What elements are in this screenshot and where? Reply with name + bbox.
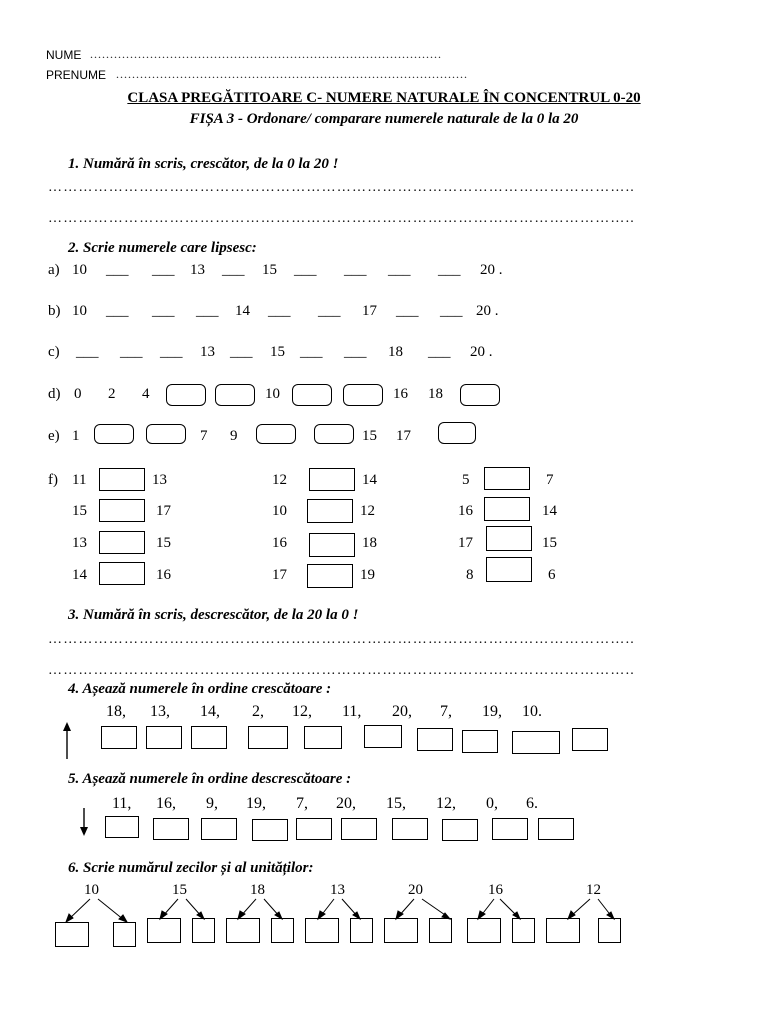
ex6-title: 6. Scrie numărul zecilor și al unităților: bbox=[68, 860, 314, 876]
order-box[interactable] bbox=[191, 726, 227, 749]
blank[interactable]: ___ bbox=[76, 344, 99, 360]
blank[interactable]: ___ bbox=[152, 262, 175, 278]
order-box[interactable] bbox=[417, 728, 453, 751]
order-box[interactable] bbox=[442, 819, 478, 841]
number: 0, bbox=[486, 795, 498, 812]
number: 19, bbox=[482, 703, 502, 720]
blank[interactable]: ___ bbox=[160, 344, 183, 360]
blank[interactable]: ___ bbox=[396, 303, 419, 319]
number: 11 bbox=[72, 472, 87, 488]
order-box[interactable] bbox=[538, 818, 574, 840]
number: 20 . bbox=[480, 262, 503, 278]
number: 12, bbox=[292, 703, 312, 720]
blank[interactable]: ___ bbox=[106, 262, 129, 278]
number: 13 bbox=[152, 472, 167, 488]
blank[interactable]: ___ bbox=[106, 303, 129, 319]
number: 16 bbox=[488, 882, 503, 898]
order-box[interactable] bbox=[341, 818, 377, 840]
order-box[interactable] bbox=[572, 728, 608, 751]
blank[interactable]: ___ bbox=[230, 344, 253, 360]
number: 7, bbox=[296, 795, 308, 812]
blank[interactable]: ___ bbox=[300, 344, 323, 360]
number: 11, bbox=[112, 795, 132, 812]
number: 17 bbox=[396, 428, 411, 444]
order-box[interactable] bbox=[364, 725, 402, 748]
order-box[interactable] bbox=[492, 818, 528, 840]
number: 13 bbox=[190, 262, 205, 278]
number: 13, bbox=[150, 703, 170, 720]
ex2-title: 2. Scrie numerele care lipsesc: bbox=[68, 240, 257, 256]
number: 4 bbox=[142, 386, 150, 402]
blank[interactable]: ___ bbox=[344, 262, 367, 278]
ex3-answer-line-2[interactable]: …………………………………………………………………………………………………….. bbox=[48, 663, 635, 678]
ex3-answer-line-1[interactable]: …………………………………………………………………………………………………….. bbox=[48, 632, 635, 647]
order-box[interactable] bbox=[153, 818, 189, 840]
number: 10 bbox=[72, 262, 87, 278]
tens-box[interactable] bbox=[384, 918, 418, 943]
nume-label: NUME bbox=[46, 48, 82, 62]
number: 10 bbox=[272, 503, 287, 519]
number: 15 bbox=[262, 262, 277, 278]
units-box[interactable] bbox=[113, 922, 136, 947]
order-box[interactable] bbox=[248, 726, 288, 749]
ex4-title: 4. Așează numerele în ordine crescătoare : bbox=[68, 681, 332, 697]
order-box[interactable] bbox=[462, 730, 498, 753]
order-box[interactable] bbox=[392, 818, 428, 840]
page-subtitle: FIȘA 3 - Ordonare/ comparare numerele naturale de la 0 la 20 bbox=[189, 111, 579, 127]
units-box[interactable] bbox=[598, 918, 621, 943]
number: 17 bbox=[272, 567, 287, 583]
number: 15 bbox=[72, 503, 87, 519]
number: 18 bbox=[362, 535, 377, 551]
order-box[interactable] bbox=[296, 818, 332, 840]
blank[interactable]: ___ bbox=[428, 344, 451, 360]
number: 16 bbox=[393, 386, 408, 402]
number: 18 bbox=[250, 882, 265, 898]
number: 17 bbox=[458, 535, 473, 551]
row-label: c) bbox=[48, 344, 60, 360]
ex3-title: 3. Numără în scris, descrescător, de la 20 la 0 ! bbox=[68, 607, 359, 623]
number: 7, bbox=[440, 703, 452, 720]
row-label: e) bbox=[48, 428, 60, 444]
tens-box[interactable] bbox=[546, 918, 580, 943]
row-label: b) bbox=[48, 303, 61, 319]
units-box[interactable] bbox=[192, 918, 215, 943]
number: 15, bbox=[386, 795, 406, 812]
number: 15 bbox=[362, 428, 377, 444]
tens-box[interactable] bbox=[147, 918, 181, 943]
number: 20, bbox=[336, 795, 356, 812]
number: 12 bbox=[272, 472, 287, 488]
number: 15 bbox=[542, 535, 557, 551]
ex1-answer-line-1[interactable]: …………………………………………………………………………………………………….. bbox=[48, 180, 635, 195]
number: 20 . bbox=[476, 303, 499, 319]
blank[interactable]: ___ bbox=[222, 262, 245, 278]
blank[interactable]: ___ bbox=[438, 262, 461, 278]
order-box[interactable] bbox=[201, 818, 237, 840]
down-arrow-icon bbox=[80, 808, 88, 836]
number: 20 . bbox=[470, 344, 493, 360]
number: 11, bbox=[342, 703, 362, 720]
number: 15 bbox=[156, 535, 171, 551]
number: 7 bbox=[546, 472, 554, 488]
number: 10 bbox=[265, 386, 280, 402]
number: 6 bbox=[548, 567, 556, 583]
number: 14 bbox=[235, 303, 250, 319]
number: 16 bbox=[272, 535, 287, 551]
order-box[interactable] bbox=[512, 731, 560, 754]
number: 0 bbox=[74, 386, 82, 402]
up-arrow-icon bbox=[63, 722, 71, 759]
number: 13 bbox=[72, 535, 87, 551]
row-label: f) bbox=[48, 472, 58, 488]
units-box[interactable] bbox=[512, 918, 535, 943]
number: 12, bbox=[436, 795, 456, 812]
number: 9 bbox=[230, 428, 238, 444]
number: 12 bbox=[360, 503, 375, 519]
number: 10 bbox=[72, 303, 87, 319]
number: 14 bbox=[542, 503, 557, 519]
number: 10 bbox=[84, 882, 99, 898]
number: 2, bbox=[252, 703, 264, 720]
row-label: d) bbox=[48, 386, 61, 402]
blank[interactable]: ___ bbox=[268, 303, 291, 319]
blank[interactable]: ___ bbox=[152, 303, 175, 319]
tens-box[interactable] bbox=[467, 918, 501, 943]
blank[interactable]: ___ bbox=[318, 303, 341, 319]
number: 2 bbox=[108, 386, 116, 402]
number: 16 bbox=[458, 503, 473, 519]
ex1-title: 1. Numără în scris, crescător, de la 0 la 20 ! bbox=[68, 156, 339, 172]
page-title: CLASA PREGĂTITOARE C- NUMERE NATURALE ÎN CONCENTRUL 0-20 bbox=[127, 90, 641, 106]
number: 18 bbox=[388, 344, 403, 360]
number: 20 bbox=[408, 882, 423, 898]
number: 12 bbox=[586, 882, 601, 898]
prenume-dots[interactable]: ........................................................................................ bbox=[116, 67, 468, 81]
order-box[interactable] bbox=[105, 816, 139, 838]
ex1-answer-line-2[interactable]: …………………………………………………………………………………………………….. bbox=[48, 211, 635, 226]
number: 7 bbox=[200, 428, 208, 444]
number: 19, bbox=[246, 795, 266, 812]
blank[interactable]: ___ bbox=[388, 262, 411, 278]
number: 18, bbox=[106, 703, 126, 720]
number: 16 bbox=[156, 567, 171, 583]
number: 5 bbox=[462, 472, 470, 488]
order-box[interactable] bbox=[146, 726, 182, 749]
blank[interactable]: ___ bbox=[294, 262, 317, 278]
tens-box[interactable] bbox=[55, 922, 89, 947]
number: 14 bbox=[72, 567, 87, 583]
number: 9, bbox=[206, 795, 218, 812]
number: 6. bbox=[526, 795, 538, 812]
row-label: a) bbox=[48, 262, 60, 278]
number: 20, bbox=[392, 703, 412, 720]
number: 15 bbox=[270, 344, 285, 360]
number: 8 bbox=[466, 567, 474, 583]
number: 18 bbox=[428, 386, 443, 402]
number: 1 bbox=[72, 428, 80, 444]
blank[interactable]: ___ bbox=[196, 303, 219, 319]
number: 16, bbox=[156, 795, 176, 812]
order-box[interactable] bbox=[101, 726, 137, 749]
tens-box[interactable] bbox=[226, 918, 260, 943]
blank[interactable]: ___ bbox=[344, 344, 367, 360]
number: 17 bbox=[362, 303, 377, 319]
nume-dots[interactable]: ........................................................................................ bbox=[90, 47, 442, 61]
ex5-title: 5. Așează numerele în ordine descrescătoare : bbox=[68, 771, 352, 787]
number: 14 bbox=[362, 472, 377, 488]
number: 10. bbox=[522, 703, 542, 720]
prenume-label: PRENUME bbox=[46, 68, 107, 82]
number: 17 bbox=[156, 503, 171, 519]
units-box[interactable] bbox=[271, 918, 294, 943]
number: 14, bbox=[200, 703, 220, 720]
number: 13 bbox=[330, 882, 345, 898]
units-box[interactable] bbox=[350, 918, 373, 943]
number: 19 bbox=[360, 567, 375, 583]
number: 13 bbox=[200, 344, 215, 360]
blank[interactable]: ___ bbox=[440, 303, 463, 319]
units-box[interactable] bbox=[429, 918, 452, 943]
blank[interactable]: ___ bbox=[120, 344, 143, 360]
number: 15 bbox=[172, 882, 187, 898]
order-box[interactable] bbox=[304, 726, 342, 749]
tens-box[interactable] bbox=[305, 918, 339, 943]
order-box[interactable] bbox=[252, 819, 288, 841]
